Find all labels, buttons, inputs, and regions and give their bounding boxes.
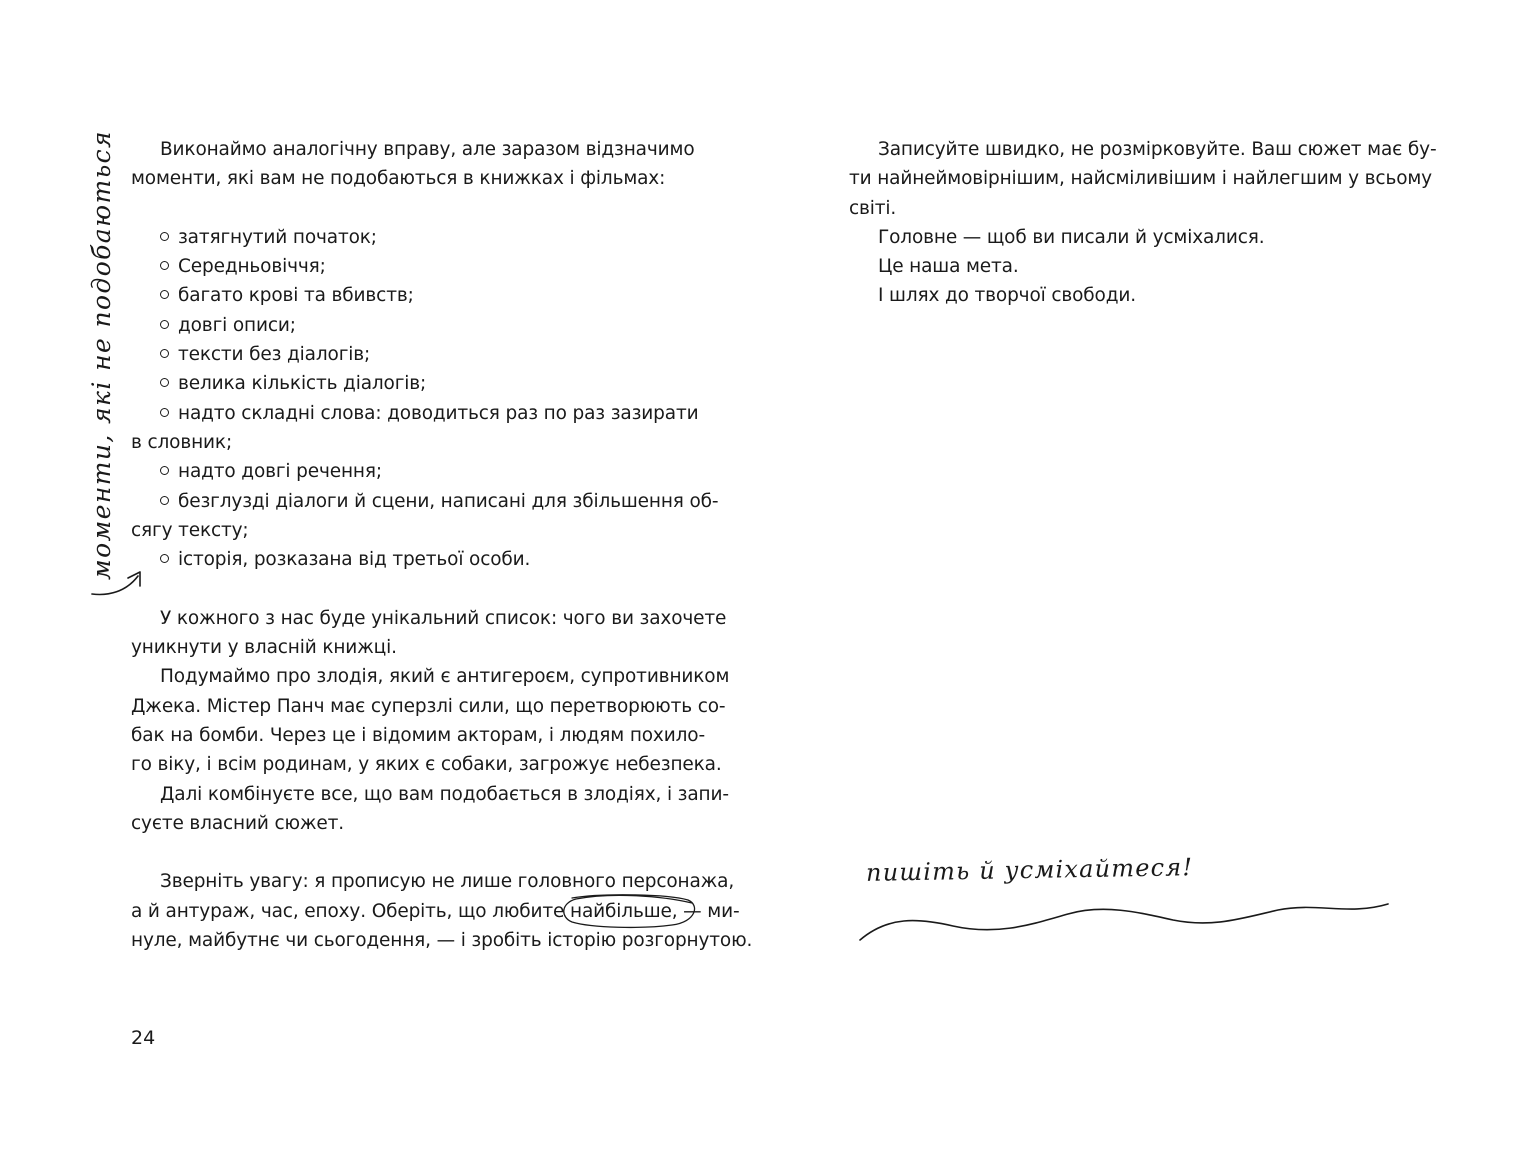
paragraph-line: Це наша мета. (878, 256, 1019, 278)
paragraph-line-with-highlight: а й антураж, час, епоху. Оберіть, що любите найбільше, — ми- (131, 897, 687, 926)
bullet-circle-icon (160, 378, 169, 387)
dislike-list (131, 223, 719, 575)
bullet-circle-icon (160, 466, 169, 475)
list-item-continuation: сягу тексту; (131, 519, 249, 541)
intro-line-2: моменти, які вам не подобаються в книжках і фільмах: (131, 168, 666, 190)
bullet-circle-icon (160, 290, 169, 299)
paragraph-line: нуле, майбутнє чи сьогодення, — і зробіть історію розгорнутою. (131, 930, 753, 952)
paragraph-line: Головне — щоб ви писали й усміхалися. (878, 226, 1265, 248)
bullet-circle-icon (160, 496, 169, 505)
paragraph-line: Зверніть увагу: я прописую не лише головного персонажа, (160, 871, 735, 893)
paragraph-line: уникнути у власній книжці. (131, 637, 397, 659)
paragraph-line: Далі комбінуєте все, що вам подобається в злодіях, і запи- (160, 783, 729, 805)
bullet-circle-icon (160, 554, 169, 563)
paragraph-line: суєте власний сюжет. (131, 812, 345, 834)
list-item: багато крові та вбивств; (131, 281, 687, 310)
handwritten-note: пишіть й усміхайтеся! (865, 853, 1194, 887)
bullet-circle-icon (160, 320, 169, 329)
list-item: надто довгі речення; (131, 457, 687, 486)
left-page-text (131, 135, 753, 955)
right-page-text (849, 135, 1437, 311)
paragraph-line: го віку, і всім родинам, у яких є собаки, загрожує небезпека. (131, 754, 722, 776)
paragraph-line: Записуйте швидко, не розмірковуйте. Ваш сюжет має бу- (878, 139, 1437, 160)
paragraph-line: У кожного з нас буде унікальний список: чого ви захочете (160, 607, 727, 629)
intro-line-1: Виконаймо аналогічну вправу, але заразом відзначимо (160, 139, 695, 160)
bullet-circle-icon (160, 261, 169, 270)
paragraph-line: Джека. Містер Панч має суперзлі сили, що перетворюють со- (131, 695, 726, 717)
list-item: затягнутий початок; (131, 223, 687, 252)
paragraph-line: ти найнеймовірнішим, найсміливішим і найлегшим у всьому (849, 168, 1432, 190)
paragraph-line: бак на бомби. Через це і відомим акторам, і людям похило- (131, 724, 705, 746)
hand-drawn-circle-icon (562, 894, 700, 928)
right-page (768, 0, 1536, 1152)
paragraph-line: І шлях до творчої свободи. (878, 285, 1136, 307)
hand-drawn-wave-icon (858, 896, 1398, 946)
list-item: велика кількість діалогів; (131, 369, 687, 398)
list-item: надто складні слова: доводиться раз по раз зазирати (131, 399, 687, 428)
handwritten-margin-note: моменти, які не подобаються (87, 130, 116, 580)
hand-drawn-arrow-icon (88, 566, 148, 602)
list-item: Середньовіччя; (131, 252, 687, 281)
page-number: 24 (131, 1027, 156, 1049)
circled-word: найбільше, — (570, 897, 702, 926)
bullet-circle-icon (160, 232, 169, 241)
paragraph-line: Подумаймо про злодія, який є антигероєм, супротивником (160, 666, 730, 688)
paragraph-line: світі. (849, 197, 897, 219)
list-item: тексти без діалогів; (131, 340, 687, 369)
list-item-continuation: в словник; (131, 431, 233, 453)
list-item: безглузді діалоги й сцени, написані для збільшення об- (131, 487, 687, 516)
list-item: історія, розказана від третьої особи. (131, 545, 687, 574)
bullet-circle-icon (160, 349, 169, 358)
bullet-circle-icon (160, 408, 169, 417)
list-item: довгі описи; (131, 311, 687, 340)
